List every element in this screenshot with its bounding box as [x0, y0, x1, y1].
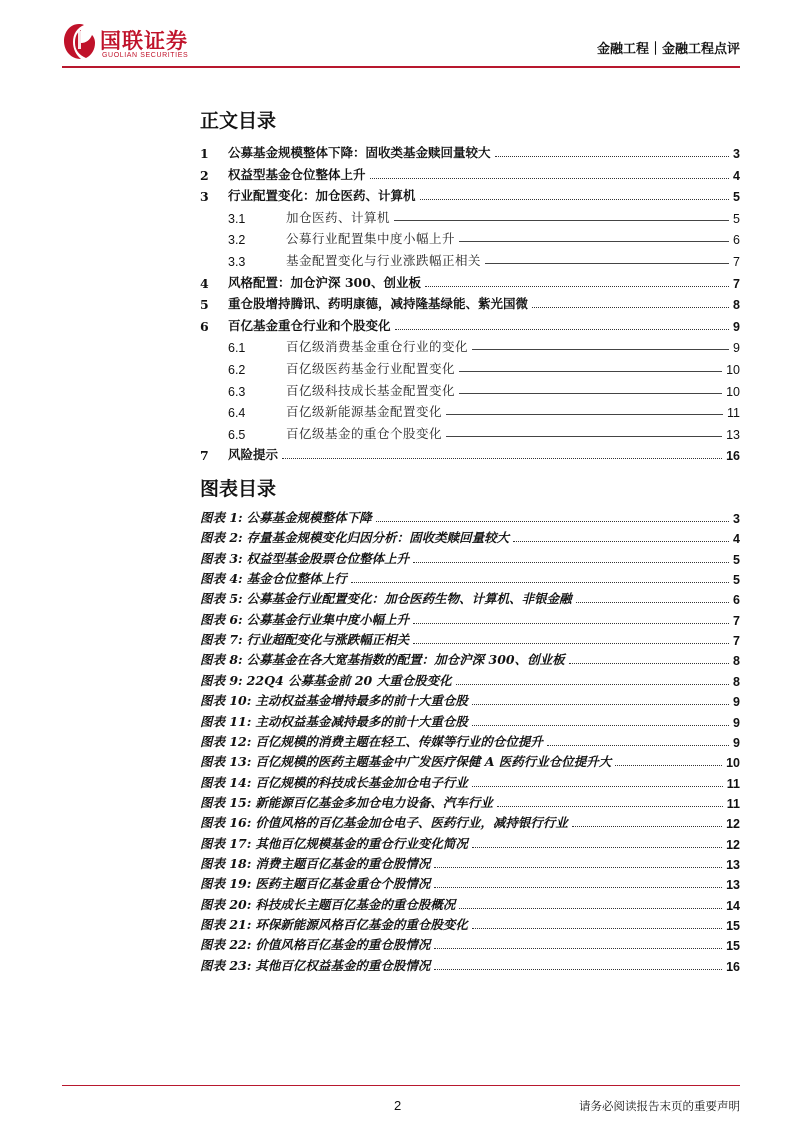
- dot-leader: [547, 745, 729, 746]
- dot-leader: [569, 663, 729, 664]
- toc-entry-page: 13: [726, 427, 740, 442]
- figure-entry-number: 图表 15:: [200, 794, 252, 810]
- figure-entry[interactable]: [200, 851, 740, 872]
- toc-entry[interactable]: [200, 140, 740, 161]
- toc-entry[interactable]: [200, 270, 740, 291]
- toc-entry-page: 5: [733, 211, 740, 226]
- toc-entry-title: 加仓医药、计算机: [286, 209, 391, 225]
- figure-entry-number: 图表 11:: [200, 713, 252, 729]
- toc-entry-page: 10: [726, 363, 740, 377]
- toc-entry-page: 8: [733, 298, 740, 313]
- figure-entry-title: 环保新能源风格百亿基金的重仓股变化: [255, 917, 468, 932]
- figure-entry-title: 公募基金行业集中度小幅上升: [246, 611, 410, 627]
- dot-leader: [459, 371, 722, 372]
- figure-entry-number: 图表 6:: [200, 611, 243, 627]
- figure-entry-title: 公募基金行业配置变化：加仓医药生物、计算机、非银金融: [246, 591, 572, 607]
- toc-entry-number: 3.1: [228, 211, 246, 226]
- dot-leader: [472, 349, 729, 350]
- figure-entry-number: 图表 17:: [200, 835, 252, 851]
- figure-entry-title: 公募基金在各大宽基指数的配置：加仓沪深 300、创业板: [246, 652, 565, 668]
- toc-entry[interactable]: [200, 378, 740, 399]
- figure-entry-number: 图表 14:: [200, 774, 252, 790]
- footer-divider: [62, 1085, 740, 1086]
- figure-entry-title: 消费主题百亿基金的重仓股情况: [255, 855, 431, 871]
- toc-entry[interactable]: [200, 356, 740, 377]
- toc-entry-number: 1: [200, 146, 209, 161]
- dot-leader: [472, 928, 722, 929]
- toc-entry-title: 行业配置变化：加仓医药、计算机: [228, 188, 416, 204]
- dot-leader: [485, 263, 729, 264]
- figure-entry-number: 图表 21:: [200, 917, 252, 932]
- figure-entry-number: 图表 2:: [200, 530, 243, 546]
- page-number: 2: [394, 1098, 402, 1113]
- figure-entry[interactable]: [200, 871, 740, 892]
- toc-entry[interactable]: [200, 399, 740, 420]
- dot-leader: [434, 867, 722, 868]
- figure-entry[interactable]: [200, 810, 740, 831]
- dot-leader: [413, 623, 729, 624]
- dot-leader: [370, 178, 730, 179]
- toc-entry-number: 4: [200, 275, 209, 291]
- figure-entry-page: 9: [733, 695, 740, 710]
- toc-entry-page: 3: [733, 147, 740, 161]
- toc-entry[interactable]: [200, 421, 740, 442]
- header-divider: [62, 66, 740, 68]
- toc-entry-title: 权益型基金仓位整体上升: [228, 166, 366, 182]
- figure-entry[interactable]: [200, 546, 740, 567]
- toc-entry-title: 公募行业配置集中度小幅上升: [286, 231, 456, 247]
- toc-entry-page: 5: [733, 190, 740, 205]
- company-logo: [62, 22, 212, 62]
- toc-entry-page: 11: [727, 406, 740, 421]
- disclaimer-note: 请务必阅读报告末页的重要声明: [579, 1099, 740, 1113]
- dot-leader: [395, 329, 730, 330]
- figure-entry-title: 价值风格的百亿基金加仓电子、医药行业，减持银行行业: [255, 815, 568, 831]
- figure-entry-page: 6: [733, 593, 740, 608]
- dot-leader: [420, 199, 730, 200]
- toc-entry-title: 百亿基金重仓行业和个股变化: [228, 317, 391, 333]
- figure-entry-title: 其他百亿规模基金的重仓行业变化简况: [255, 835, 468, 851]
- toc-entry-title: 公募基金规模整体下降：固收类基金赎回量较大: [228, 145, 491, 160]
- toc-entry-title: 重仓股增持腾讯、药明康德，减持隆基绿能、紫光国微: [228, 296, 529, 312]
- figure-entry-title: 其他百亿权益基金的重仓股情况: [255, 957, 431, 973]
- figure-entry-title: 价值风格百亿基金的重仓股情况: [255, 937, 431, 953]
- figure-entry[interactable]: [200, 770, 740, 791]
- toc-entry[interactable]: [200, 291, 740, 312]
- figure-entry-page: 8: [733, 654, 740, 669]
- dot-leader: [572, 826, 722, 827]
- figure-entry-title: 科技成长主题百亿基金的重仓股概况: [255, 896, 456, 912]
- figure-entry[interactable]: [200, 647, 740, 668]
- toc-entry[interactable]: [200, 334, 740, 355]
- figure-entry[interactable]: [200, 729, 740, 750]
- figure-entry-title: 医药主题百亿基金重仓个股情况: [255, 876, 431, 892]
- figure-entry-page: 11: [726, 776, 740, 791]
- toc-entry-number: 6.2: [228, 363, 246, 377]
- toc-entry-title: 基金配置变化与行业涨跌幅正相关: [286, 253, 482, 268]
- toc-entry-page: 6: [733, 233, 740, 248]
- toc-entry-number: 3: [200, 189, 209, 205]
- figure-entry-page: 7: [733, 613, 740, 628]
- figure-entry[interactable]: [200, 892, 740, 913]
- toc-entry-page: 16: [726, 449, 740, 464]
- figure-entry-number: 图表 1:: [200, 510, 243, 525]
- figure-entry[interactable]: [200, 749, 740, 770]
- figure-entry-page: 5: [733, 552, 740, 567]
- toc-entry-page: 9: [733, 319, 740, 334]
- figure-entry-page: 13: [726, 857, 740, 872]
- figure-entry-title: 权益型基金股票仓位整体上升: [246, 550, 410, 566]
- dot-leader: [495, 156, 730, 157]
- figure-entry-page: 11: [726, 796, 740, 811]
- figure-entry[interactable]: [200, 668, 740, 689]
- figure-entry-number: 图表 12:: [200, 733, 252, 749]
- toc-entry[interactable]: [200, 442, 740, 463]
- toc-title: 正文目录: [200, 110, 277, 132]
- toc-entry[interactable]: [200, 162, 740, 183]
- toc-entry-page: 9: [733, 341, 740, 356]
- figure-entry[interactable]: [200, 953, 740, 974]
- figure-entry-page: 9: [733, 715, 740, 730]
- figure-entry[interactable]: [200, 607, 740, 628]
- figure-entry-page: 15: [726, 939, 740, 954]
- figure-entry-title: 存量基金规模变化归因分析：固收类赎回量较大: [246, 530, 510, 546]
- figure-entry[interactable]: [200, 627, 740, 648]
- toc-entry[interactable]: [200, 248, 740, 269]
- figure-entry[interactable]: [200, 566, 740, 587]
- figure-entry-number: 图表 13:: [200, 754, 252, 770]
- dot-leader: [513, 541, 729, 542]
- dot-leader: [413, 643, 729, 644]
- figure-entry-number: 图表 4:: [200, 571, 243, 587]
- toc-entry-number: 6.1: [228, 341, 246, 356]
- toc-entry-page: 7: [733, 255, 740, 269]
- figure-entry[interactable]: [200, 790, 740, 811]
- toc-entry-number: 3.3: [228, 255, 246, 269]
- figure-entry-page: 10: [726, 756, 740, 771]
- figure-entry-title: 主动权益基金增持最多的前十大重仓股: [255, 693, 468, 709]
- toc-entry-number: 3.2: [228, 233, 246, 248]
- figure-entry[interactable]: [200, 831, 740, 852]
- dot-leader: [576, 602, 729, 603]
- toc-entry[interactable]: [200, 183, 740, 204]
- figure-entry-page: 3: [733, 512, 740, 526]
- dot-leader: [351, 582, 729, 583]
- page-header: [0, 0, 802, 74]
- dot-leader: [497, 806, 723, 807]
- dot-leader: [459, 908, 722, 909]
- figure-entry-number: 图表 7:: [200, 632, 243, 648]
- figure-entry-number: 图表 10:: [200, 693, 252, 709]
- figure-entry-title: 新能源百亿基金多加仓电力设备、汽车行业: [255, 794, 493, 810]
- dot-leader: [434, 948, 722, 949]
- dot-leader: [282, 458, 722, 459]
- dot-leader: [425, 286, 729, 287]
- logo-mark-icon: [62, 22, 96, 62]
- figure-entry-title: 百亿规模的医药主题基金中广发医疗保健 A 医药行业仓位提升大: [255, 754, 612, 770]
- dot-leader: [434, 969, 722, 970]
- figure-entry-page: 7: [733, 634, 740, 649]
- dot-leader: [459, 241, 729, 242]
- dot-leader: [472, 704, 729, 705]
- figure-entry-title: 行业超配变化与涨跌幅正相关: [246, 632, 410, 648]
- figure-entry-number: 图表 5:: [200, 591, 243, 607]
- figure-entry-title: 22Q4 公募基金前 20 大重仓股变化: [246, 672, 452, 688]
- dot-leader: [446, 414, 723, 415]
- dot-leader: [446, 436, 722, 437]
- figure-entry-page: 14: [726, 898, 740, 913]
- dot-leader: [532, 307, 729, 308]
- toc-entry[interactable]: [200, 205, 740, 226]
- figure-entry-title: 公募基金规模整体下降: [246, 510, 372, 525]
- toc-entry-number: 7: [200, 448, 209, 464]
- figure-entry-number: 图表 22:: [200, 937, 252, 953]
- toc-entry-title: 风格配置：加仓沪深 300、创业板: [228, 274, 421, 290]
- toc-entry-number: 2: [200, 167, 209, 183]
- figure-entry[interactable]: [200, 586, 740, 607]
- figure-entry-title: 百亿规模的消费主题在轻工、传媒等行业的仓位提升: [255, 733, 543, 749]
- figure-entry[interactable]: [200, 525, 740, 546]
- toc-entry[interactable]: [200, 226, 740, 247]
- toc-entry-title: 百亿级消费基金重仓行业的变化: [286, 339, 469, 355]
- dot-leader: [456, 684, 729, 685]
- toc-entry-number: 6.3: [228, 384, 246, 399]
- toc-entry-page: 7: [733, 276, 740, 291]
- toc-entry-title: 百亿级新能源基金配置变化: [286, 404, 443, 420]
- figure-entry-page: 5: [733, 573, 740, 588]
- logo-chinese-text: 国联证券: [100, 29, 188, 53]
- figure-entry-number: 图表 16:: [200, 815, 252, 831]
- figure-entry-number: 图表 18:: [200, 855, 252, 871]
- figure-entry[interactable]: [200, 709, 740, 730]
- figure-entry-page: 15: [726, 919, 740, 933]
- dot-leader: [472, 847, 722, 848]
- figure-entry-number: 图表 19:: [200, 876, 252, 892]
- figure-entry-page: 13: [726, 878, 740, 893]
- figure-entry-page: 9: [733, 735, 740, 750]
- toc-entry-title: 风险提示: [228, 447, 279, 463]
- figure-entry[interactable]: [200, 505, 740, 526]
- dot-leader: [472, 725, 729, 726]
- figure-entry-number: 图表 23:: [200, 957, 252, 973]
- toc-entry-number: 6.4: [228, 406, 246, 421]
- toc-entry-title: 百亿级医药基金行业配置变化: [286, 361, 456, 376]
- dot-leader: [413, 562, 729, 563]
- dot-leader: [615, 765, 722, 766]
- figure-entry-title: 百亿规模的科技成长基金加仓电子行业: [255, 774, 468, 790]
- figure-entry-title: 基金仓位整体上行: [246, 571, 347, 587]
- figures-title: 图表目录: [200, 478, 277, 500]
- figure-entry-page: 8: [733, 674, 740, 689]
- figure-entry[interactable]: [200, 688, 740, 709]
- toc-entry-title: 百亿级科技成长基金配置变化: [286, 382, 456, 398]
- figure-entry-number: 图表 9:: [200, 672, 243, 688]
- toc-entry[interactable]: [200, 313, 740, 334]
- figure-entry-page: 4: [733, 532, 740, 547]
- dot-leader: [394, 220, 729, 221]
- toc-entry-title: 百亿级基金的重仓个股变化: [286, 425, 443, 441]
- figure-entry-page: 12: [726, 837, 740, 852]
- figure-entry-number: 图表 8:: [200, 652, 243, 668]
- toc-entry-number: 6: [200, 318, 209, 334]
- figure-entry-number: 图表 3:: [200, 550, 243, 566]
- dot-leader: [434, 887, 722, 888]
- dot-leader: [376, 521, 729, 522]
- dot-leader: [472, 786, 723, 787]
- toc-entry-page: 10: [726, 384, 740, 399]
- toc-entry-number: 6.5: [228, 427, 246, 442]
- breadcrumb: 金融工程｜金融工程点评: [596, 42, 740, 57]
- toc-entry-number: 5: [200, 297, 209, 313]
- figure-entry[interactable]: [200, 932, 740, 953]
- figure-entry-page: 12: [726, 817, 740, 832]
- toc-entry-page: 4: [733, 168, 740, 183]
- figure-entry-page: 16: [726, 959, 740, 974]
- figure-entry[interactable]: [200, 912, 740, 933]
- figure-entry-number: 图表 20:: [200, 896, 252, 912]
- logo-english-text: GUOLIAN SECURITIES: [102, 52, 189, 59]
- figure-entry-title: 主动权益基金减持最多的前十大重仓股: [255, 713, 468, 729]
- dot-leader: [459, 393, 722, 394]
